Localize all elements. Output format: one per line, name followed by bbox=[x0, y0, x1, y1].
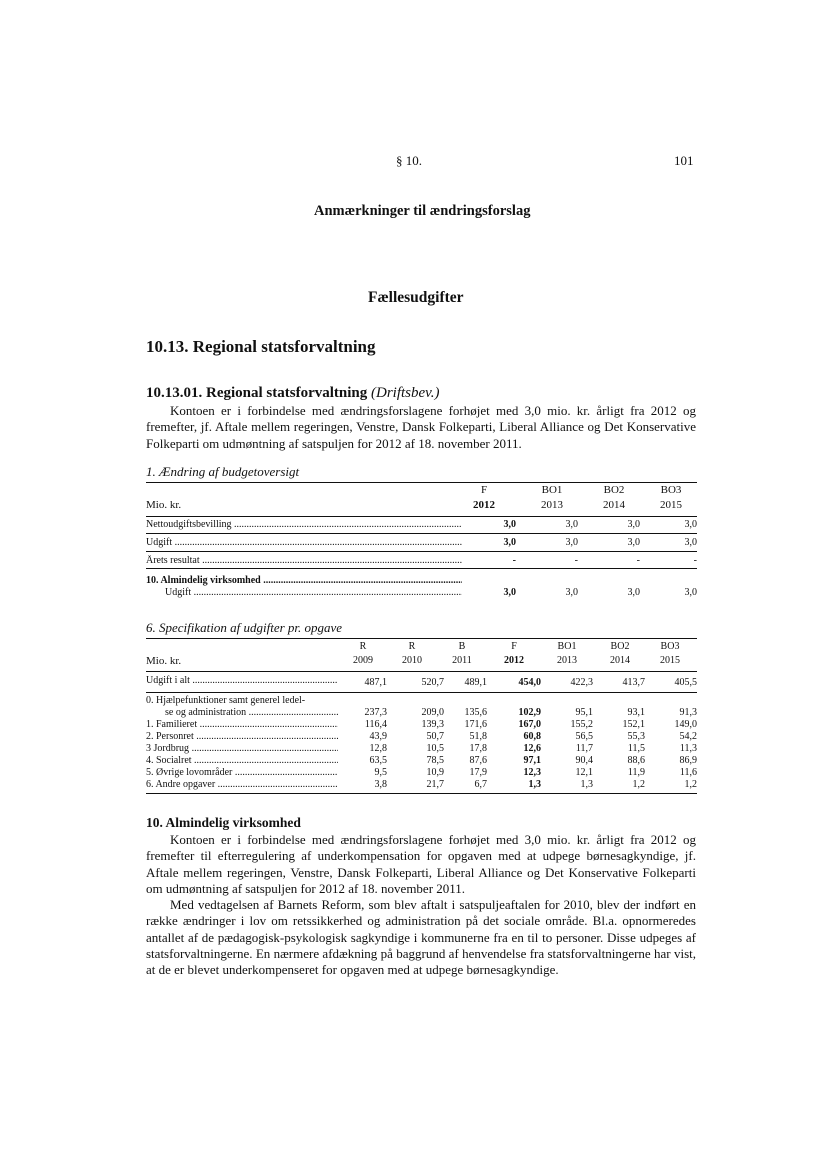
table2-cell: 209,0 bbox=[421, 707, 444, 718]
heading-sub-suffix: (Driftsbev.) bbox=[371, 385, 440, 401]
table2-total-cell: 422,3 bbox=[570, 677, 593, 688]
table2-row-label: 6. Andre opgaver ..... bbox=[146, 779, 338, 790]
table2-cell: 155,2 bbox=[570, 719, 593, 730]
table2-cell: 11,5 bbox=[627, 743, 645, 754]
heading-sub-title: 10.13.01. Regional statsforvaltning bbox=[146, 385, 368, 401]
table1-col-top: BO2 bbox=[603, 484, 625, 496]
table1-cell: 3,0 bbox=[565, 587, 578, 598]
table1-header-rule bbox=[146, 516, 697, 517]
table2-cell: 11,3 bbox=[679, 743, 697, 754]
table2-cell: 171,6 bbox=[464, 719, 487, 730]
table1-cell: - bbox=[636, 555, 640, 566]
table2-col-year: 2009 bbox=[353, 655, 373, 666]
table2-cell: 97,1 bbox=[523, 755, 541, 766]
table2-cell: 6,7 bbox=[474, 779, 487, 790]
table1-row-label: Udgift ..... bbox=[146, 537, 462, 548]
table2-cell: 152,1 bbox=[622, 719, 645, 730]
table1-col-year: 2014 bbox=[603, 499, 625, 511]
table2-cell: 51,8 bbox=[469, 731, 487, 742]
table1-col-year: 2013 bbox=[541, 499, 563, 511]
page-number: 101 bbox=[674, 153, 694, 168]
table2-unit: Mio. kr. bbox=[146, 655, 182, 667]
table2-col-year: 2014 bbox=[610, 655, 630, 666]
table1-row-rule bbox=[146, 551, 697, 552]
table2-col-top: F bbox=[511, 641, 517, 652]
table2-row-label: 2. Personret ..... bbox=[146, 731, 338, 742]
table2-cell: 12,8 bbox=[369, 743, 387, 754]
table2-cell: 9,5 bbox=[374, 767, 387, 778]
table1-cell: 3,0 bbox=[627, 537, 640, 548]
table1-cell: 3,0 bbox=[684, 587, 697, 598]
table1-cell: 3,0 bbox=[503, 587, 516, 598]
table2-total-cell: 487,1 bbox=[364, 677, 387, 688]
table2-row-label: 1. Familieret ..... bbox=[146, 719, 338, 730]
table1-row-label: Udgift ..... bbox=[165, 587, 462, 598]
table2-cell: 87,6 bbox=[469, 755, 487, 766]
table2-col-top: BO2 bbox=[610, 641, 630, 652]
table2-cell: 3,8 bbox=[374, 779, 387, 790]
table2-cell: 50,7 bbox=[426, 731, 444, 742]
table2-row-label: 4. Socialret ..... bbox=[146, 755, 338, 766]
table2-total-cell: 520,7 bbox=[421, 677, 444, 688]
table2-cell: 17,9 bbox=[469, 767, 487, 778]
table2-col-top: BO1 bbox=[557, 641, 577, 652]
table1-unit: Mio. kr. bbox=[146, 499, 182, 511]
section10-paragraph1: Kontoen er i forbindelse med ændringsforslagene forhøjet med 3,0 mio. kr. årligt fra 2012 og fremefter til efterregulering af underkompensation for opgaven med at udpege børnesagkyndige, jf. Aftale mellem regeringen, Venstre, Dansk Folkeparti, Liberal Alliance og Det Konservative Folkeparti om udmøntning af satspuljen for 2012 af 18. november 2011. bbox=[146, 832, 696, 896]
table2-cell: 1,2 bbox=[684, 779, 697, 790]
section10-heading: 10. Almindelig virksomhed bbox=[146, 815, 301, 830]
table2-cell: 55,3 bbox=[627, 731, 645, 742]
table2-cell: 17,8 bbox=[469, 743, 487, 754]
table2-col-year: 2015 bbox=[660, 655, 680, 666]
table2-total-cell: 413,7 bbox=[622, 677, 645, 688]
section-marker: § 10. bbox=[396, 153, 422, 168]
table2-col-top: B bbox=[458, 641, 466, 652]
table2-cell: 167,0 bbox=[518, 719, 541, 730]
table1-col-year: 2012 bbox=[473, 499, 495, 511]
section10-paragraph2: Med vedtagelsen af Barnets Reform, som blev aftalt i satspuljeaftalen for 2010, blev der indført en række ændringer i lov om retssikkerhed og administration på det sociale område. Bl.a. opnormeredes antallet af de pædagogisk-psykologisk sagkyndige i kommunerne fra en til to personer. Disse udpeges af statsforvaltningerne. En nærmere afdækning på baggrund af henvendelse fra statsforvaltningerne har vist, at de er blevet underkompenseret for opgaven med at udpege børnesagkyndige. bbox=[146, 897, 696, 978]
table2-bottom-rule bbox=[146, 793, 697, 794]
table2-cell: 116,4 bbox=[364, 719, 387, 730]
table1-row-label: Nettoudgiftsbevilling ..... bbox=[146, 519, 462, 530]
table1-cell: 3,0 bbox=[684, 519, 697, 530]
table2-cell: 78,5 bbox=[426, 755, 444, 766]
table1-cell: 3,0 bbox=[503, 519, 516, 530]
table2-cell: 95,1 bbox=[575, 707, 593, 718]
table1-top-rule bbox=[146, 482, 697, 483]
table1-cell: - bbox=[574, 555, 578, 566]
table2-col-year: 2013 bbox=[557, 655, 577, 666]
table2-col-top: R bbox=[408, 641, 416, 652]
table2-col-year: 2010 bbox=[402, 655, 422, 666]
table1-row-rule bbox=[146, 533, 697, 534]
table2-cell: 54,2 bbox=[679, 731, 697, 742]
table2-cell: 10,9 bbox=[426, 767, 444, 778]
table1-cell: 3,0 bbox=[565, 537, 578, 548]
table1-row-label: Årets resultat ..... bbox=[146, 555, 462, 566]
heading-main: 10.13. Regional statsforvaltning bbox=[146, 337, 376, 356]
table2-col-top: BO3 bbox=[660, 641, 680, 652]
table2-cell: 86,9 bbox=[679, 755, 697, 766]
table2-cell: 1,3 bbox=[528, 779, 541, 790]
table2-col-year: 2012 bbox=[504, 655, 524, 666]
table2-cell: 11,7 bbox=[575, 743, 593, 754]
table2-cell: 56,5 bbox=[575, 731, 593, 742]
section-title: Fællesudgifter bbox=[368, 289, 464, 306]
table1-col-top: BO3 bbox=[660, 484, 682, 496]
table2-cell: 12,6 bbox=[523, 743, 541, 754]
table2-cell: 63,5 bbox=[369, 755, 387, 766]
table2-total-label: Udgift i alt ..... bbox=[146, 675, 338, 686]
intro-paragraph: Kontoen er i forbindelse med ændringsforslagene forhøjet med 3,0 mio. kr. årligt fra 2012 og fremefter, jf. Aftale mellem regeringen, Venstre, Dansk Folkeparti, Liberal Alliance og Det Konservative Folkeparti om udmøntning af satspuljen for 2012 af 18. november 2011. bbox=[146, 403, 696, 451]
table1-cell: 3,0 bbox=[565, 519, 578, 530]
table2-cell: 11,6 bbox=[679, 767, 697, 778]
table2-cell: 139,3 bbox=[421, 719, 444, 730]
table1-cell: 3,0 bbox=[627, 587, 640, 598]
page-title: Anmærkninger til ændringsforslag bbox=[314, 203, 531, 219]
table2-cell: 43,9 bbox=[369, 731, 387, 742]
table1-cell: 3,0 bbox=[503, 537, 516, 548]
table2-cell: 102,9 bbox=[518, 707, 541, 718]
table2-cell: 12,3 bbox=[523, 767, 541, 778]
table1-col-top: F bbox=[480, 484, 488, 496]
table2-row-label-line1: 0. Hjælpefunktioner samt generel ledel- bbox=[146, 695, 306, 706]
heading-sub bbox=[146, 385, 439, 402]
table2-cell: 12,1 bbox=[575, 767, 593, 778]
table2-row-label: 5. Øvrige lovområder ..... bbox=[146, 767, 338, 778]
table1-caption: 1. Ændring af budgetoversigt bbox=[146, 464, 300, 479]
table2-top-rule bbox=[146, 638, 697, 639]
table2-cell: 135,6 bbox=[464, 707, 487, 718]
table2-row-label: se og administration ..... bbox=[165, 707, 338, 718]
table2-cell: 60,8 bbox=[523, 731, 541, 742]
table1-cell: - bbox=[512, 555, 516, 566]
table2-total-cell: 454,0 bbox=[518, 677, 541, 688]
table2-cell: 21,7 bbox=[426, 779, 444, 790]
table2-cell: 91,3 bbox=[679, 707, 697, 718]
table2-cell: 88,6 bbox=[627, 755, 645, 766]
table1-cell: 3,0 bbox=[684, 537, 697, 548]
table1-col-year: 2015 bbox=[660, 499, 682, 511]
table2-col-year: 2011 bbox=[452, 655, 472, 666]
table2-total-rule bbox=[146, 692, 697, 693]
table1-cell: - bbox=[693, 555, 697, 566]
table1-row-label: 10. Almindelig virksomhed ..... bbox=[146, 575, 462, 586]
table1-col-top: BO1 bbox=[541, 484, 563, 496]
table1-row-rule bbox=[146, 568, 697, 569]
table2-cell: 149,0 bbox=[674, 719, 697, 730]
table2-col-top: R bbox=[359, 641, 367, 652]
table2-cell: 1,3 bbox=[580, 779, 593, 790]
table2-cell: 90,4 bbox=[575, 755, 593, 766]
table2-header-rule bbox=[146, 671, 697, 672]
table2-cell: 1,2 bbox=[632, 779, 645, 790]
table2-row-label: 3 Jordbrug ..... bbox=[146, 743, 338, 754]
table2-cell: 10,5 bbox=[426, 743, 444, 754]
table1-cell: 3,0 bbox=[627, 519, 640, 530]
table2-total-cell: 405,5 bbox=[674, 677, 697, 688]
table2-cell: 11,9 bbox=[627, 767, 645, 778]
table2-cell: 93,1 bbox=[627, 707, 645, 718]
table2-cell: 237,3 bbox=[364, 707, 387, 718]
table2-total-cell: 489,1 bbox=[464, 677, 487, 688]
table2-caption: 6. Specifikation af udgifter pr. opgave bbox=[146, 620, 343, 635]
